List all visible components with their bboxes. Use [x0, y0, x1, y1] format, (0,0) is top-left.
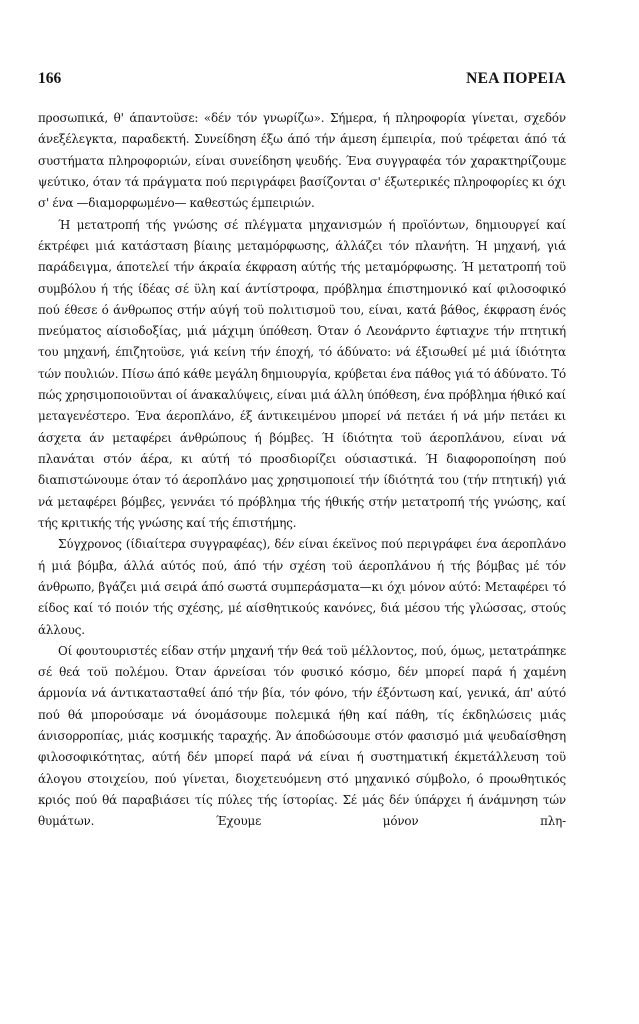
paragraph-4: Οί φουτουριστές είδαν στήν μηχανή τήν θεά τοϋ μέλλοντος, πού, όμως, μετατράπηκε σέ θεά τοϋ πολέμου. Όταν άρνείσαι τόν φυσικό κόσμο, δέν μπορεί παρά ή χαμένη άρμονία νά άντικατασταθεί άπό τήν βία, τόν φόνο, τήν έξόντωση καί, γενικά, άπ' αύτό πού θά μπορούσαμε νά όνομάσουμε πολεμικά ήθη καί πάθη, τίς έκδηλώσεις μιάς άνισορροπίας, μιάς κοσμικής ταραχής. Άν άποδώσουμε στόν φασισμό μιά ψευδαίσθηση φιλοσοφικότητας, αύτή δέν μπορεί παρά νά είναι ή συστηματική έκμετάλλευση τοϋ άλογου στοιχείου, πού γίνεται, διοχετευόμενη στό μηχανικό σύμβολο, ό προωθητικός κριός πού θά παραβιάσει τίς πύλες τής ίστορίας. Σέ μάς δέν ύπάρχει ή άνάμνηση τών θυμάτων. Έχουμε μόνον πλη- [38, 643, 566, 829]
paragraph-1: προσωπικά, θ' άπαντοϋσε: «δέν τόν γνωρίζω». Σήμερα, ή πληροφορία γίνεται, σχεδόν άνεξέλεγκτα, παραδεκτή. Συνείδηση έξω άπό τήν άμεση έμπειρία, πού τρέφεται άπό τά συστήματα πληροφοριών, είναι συνείδηση ψευδής. Ένα συγγραφέα τόν χαρακτηρίζουμε ψεύτικο, όταν τά πράγματα πού περιγράφει βασίζονται σ' έξωτερικές πληροφορίες κι όχι σ' ένα —διαμορφωμένο— καθεστώς έμπειριών. [38, 111, 566, 211]
page-number: 166 [38, 70, 62, 87]
page-header [38, 70, 566, 92]
body-text [38, 108, 566, 833]
paragraph-3: Σύγχρονος (ίδιαίτερα συγγραφέας), δέν είναι έκεϊνος πού περιγράφει ένα άεροπλάνο ή μιά βόμβα, άλλά αύτός πού, άπό τήν σχέση τοϋ άεροπλάνου ή τής βόμβας μέ τόν άνθρωπο, βγάζει μιά σειρά άπό σωστά συμπεράσματα—κι όχι μόνον αύτό: Μεταφέρει τό είδος καί τό ποιόν τής σχέσης, μέ αίσθητικούς κανόνες, διά μέσου τής γλώσσας, στούς άλλους. [38, 537, 566, 637]
paragraph-2: Ή μετατροπή τής γνώσης σέ πλέγματα μηχανισμών ή προϊόντων, δημιουργεί καί έκτρέφει μιά κατάσταση βίαιης μεταμόρφωσης, άλλάζει τόν πλανήτη. Ή μηχανή, γιά παράδειγμα, άποτελεί τήν άκραία έκφραση αύτής τής μεταμόρφωσης. Ή μετατροπή τοϋ συμβόλου ή τής ίδέας σέ ϋλη καί άντίστροφα, πρόβλημα έπιστημονικό καί φιλοσοφικό πού έθεσε ό άνθρωπος στήν αύγή τοϋ πολιτισμοϋ του, είναι, κατά βάθος, έκφραση ένός πνεύματος αίσιοδοξίας, μιά μάχιμη ύπόθεση. Όταν ό Λεονάρντο έφτιαχνε τήν πτητική του μηχανή, έπιζητοϋσε, γιά κείνη τήν έποχή, τό άδύνατο: νά έξισωθεί μέ μιά ίδιότητα τών πουλιών. Πίσω άπό κάθε μεγάλη δημιουργία, κρύβεται ένα πάθος γιά τό άδύνατο. Τό πώς χρησιμοποιοϋνται οί άνακαλύψεις, είναι μιά άλλη ύπόθεση, ένα πρόβλημα ήθικό καί μεταγενέστερο. Ένα άεροπλάνο, έξ άντικειμένου μπορεί νά πετάει ή νά μήν πετάει κι άσχετα άν μεταφέρει άνθρώπους ή βόμβες. Ή ίδιότητα τοϋ άεροπλάνου, είναι νά πλανάται στόν άέρα, κι αύτή τό προσδιορίζει ούσιαστικά. Ή διαφοροποίηση πού διαπιστώνουμε όταν τό άεροπλάνο μας χρησιμοποιεί τήν ίδιότητά του (τήν πτητική) γιά νά μεταφέρει βόμβες, γεννάει τό πρόβλημα τής ήθικής στήν μετατροπή τής γνώσης, καί τής κριτικής τής γνώσης καί τής έπιστήμης. [38, 217, 566, 530]
running-head: ΝΕΑ ΠΟΡΕΙΑ [466, 70, 566, 87]
